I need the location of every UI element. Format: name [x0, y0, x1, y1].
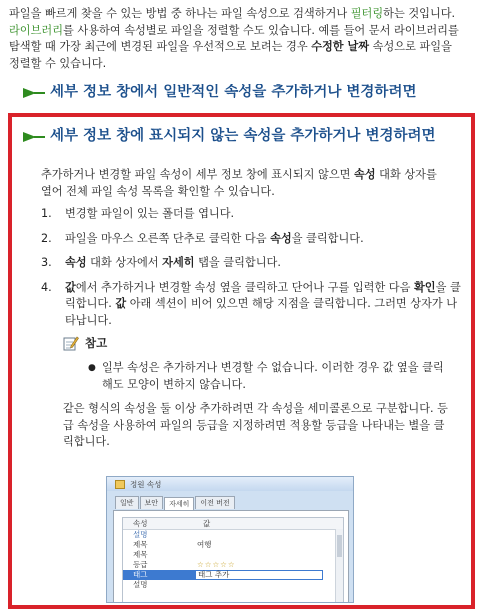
step-term: 속성	[65, 256, 87, 269]
table-row	[123, 530, 343, 540]
step-text-part: 을 클릭합니다.	[291, 231, 364, 245]
intro-text-4: 속성으로 파일을 정렬할 수 있습니다.	[9, 40, 452, 70]
property-value[interactable]: 여행	[197, 540, 212, 549]
note-bullet-text: 일부 속성은 추가하거나 변경할 수 없습니다. 이러한 경우 값 옆을 클릭해도 모양이 변하지 않습니다.	[102, 361, 444, 391]
note-heading	[63, 335, 107, 351]
step-term: 속성	[270, 231, 292, 245]
para-text: 추가하거나 변경할 파일 속성이 세부 정보 창에 표시되지 않으면	[41, 168, 354, 181]
property-name: 태그	[123, 570, 195, 580]
step-term: 값	[65, 280, 76, 294]
section-heading-common-properties[interactable]	[22, 84, 472, 108]
properties-dialog-screenshot	[106, 476, 354, 603]
bullet-dot-icon: ●	[88, 363, 96, 373]
steps-list	[41, 206, 461, 337]
list-item	[41, 255, 461, 272]
tab-previous-versions[interactable]: 이전 버전	[195, 496, 234, 509]
step-text	[65, 280, 461, 330]
intro-paragraph	[9, 6, 465, 72]
property-name: 제목	[133, 540, 148, 549]
step-text	[65, 231, 461, 248]
list-item	[41, 231, 461, 248]
folder-icon	[115, 480, 125, 489]
section-heading-hidden-properties[interactable]	[22, 128, 466, 144]
list-item	[41, 206, 461, 223]
property-name: 설명	[133, 580, 148, 589]
table-row	[123, 570, 343, 580]
tab-general[interactable]: 일반	[115, 496, 139, 509]
table-row	[123, 560, 343, 570]
property-value[interactable]	[195, 550, 343, 560]
para-text: 대화 상자를 열어 전체 파일 속성 목록을 확인할 수 있습니다.	[41, 168, 437, 198]
dialog-tabs	[115, 496, 353, 509]
multiple-properties-paragraph: 같은 형식의 속성을 둘 이상 추가하려면 각 속성을 세미콜론으로 구분합니다. 등급 속성을 사용하여 파일의 등급을 지정하려면 적용할 등급을 나타내는 별을 클릭합니다.	[63, 402, 448, 448]
step-text-part: 을 클릭합니다.	[65, 280, 461, 310]
property-name: 등급	[133, 560, 148, 569]
table-row	[123, 580, 343, 590]
table-row	[123, 550, 343, 560]
note-label: 참고	[85, 336, 108, 350]
column-header-property[interactable]: 속성	[133, 519, 148, 528]
intro-text-1: 파일을 빠르게 찾을 수 있는 방법 중 하나는 파일 속성으로 검색하거나	[9, 7, 351, 20]
dialog-titlebar	[107, 477, 353, 491]
intro-text-2: 하는 것입니다.	[383, 7, 456, 20]
step-text	[65, 206, 461, 223]
arrow-right-icon	[22, 86, 46, 100]
intro-text-3: 를 사용하여 속성별로 파일을 정렬할 수도 있습니다. 예를 들어 문서 라이브러리를 탐색할 때 가장 최근에 변경된 파일을 우선적으로 보려는 경우	[9, 23, 459, 53]
arrow-down-right-icon	[22, 130, 46, 144]
step-number: 2.	[41, 231, 52, 245]
step-term: 자세히	[162, 256, 195, 269]
step-text-part: 아래 섹션이 비어 있으면 해당 지점을 클릭합니다. 그러면 상자가 나타납니다.	[65, 297, 458, 327]
dialog-title: 정원 속성	[130, 479, 162, 489]
step-text-part: 변경할 파일이 있는 폴더를 엽니다.	[65, 207, 235, 220]
tab-security[interactable]: 보안	[140, 496, 164, 509]
step-term: 값	[115, 297, 127, 310]
scrollbar-thumb[interactable]	[337, 535, 342, 557]
properties-term: 속성	[354, 168, 376, 181]
list-item	[41, 280, 461, 330]
grid-scrollbar[interactable]	[335, 529, 343, 603]
step-text-part: 탭을 클릭합니다.	[194, 256, 281, 269]
step-number: 4.	[41, 280, 52, 294]
step-text-part: 대화 상자에서	[86, 256, 163, 269]
step-text-part: 에서 추가하거나 변경할 속성 옆을 클릭하고 단어나 구를 입력한 다음	[75, 280, 414, 294]
library-link[interactable]: 라이브러리	[9, 23, 64, 37]
pencil-note-icon	[63, 335, 79, 351]
step-term: 확인	[413, 280, 436, 294]
properties-grid	[122, 517, 344, 603]
details-panel	[113, 510, 349, 603]
grid-header	[123, 518, 343, 530]
rating-stars[interactable]: ☆☆☆☆☆	[197, 560, 236, 569]
table-row	[123, 540, 343, 550]
property-value[interactable]	[195, 580, 343, 590]
tab-details[interactable]: 자세히	[164, 497, 194, 510]
property-name: 제목	[133, 550, 148, 559]
column-header-value[interactable]: 값	[203, 519, 211, 528]
property-name: 설명	[133, 530, 148, 539]
section-heading-label: 세부 정보 창에 표시되지 않는 속성을 추가하거나 변경하려면	[50, 128, 436, 144]
note-bullet	[88, 360, 448, 393]
section-heading-label: 세부 정보 창에서 일반적인 속성을 추가하거나 변경하려면	[50, 84, 417, 100]
filter-link[interactable]: 필터링	[350, 7, 384, 20]
tag-input[interactable]: 태그 추가	[195, 570, 323, 580]
step-number: 3.	[41, 256, 52, 269]
step-text	[65, 255, 461, 272]
step-text-part: 파일을 마우스 오른쪽 단추로 클릭한 다음	[65, 231, 271, 245]
step-number: 1.	[41, 207, 52, 220]
modified-date-term: 수정한 날짜	[311, 40, 370, 53]
section-intro-paragraph	[41, 167, 451, 200]
property-value[interactable]	[195, 530, 343, 540]
